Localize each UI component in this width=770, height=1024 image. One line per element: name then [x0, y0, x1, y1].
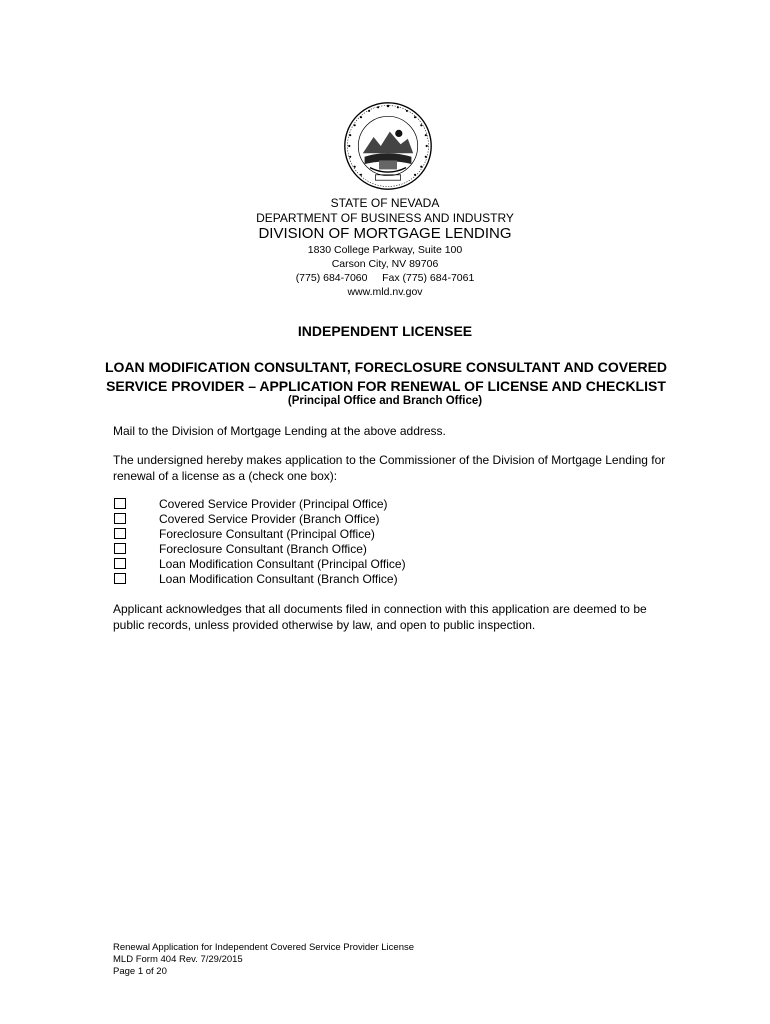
option-label: Loan Modification Consultant (Principal Office) — [159, 556, 406, 571]
checkbox[interactable] — [114, 558, 126, 569]
license-option — [113, 526, 513, 541]
form-subtitle: (Principal Office and Branch Office) — [287, 395, 483, 407]
option-label: Covered Service Provider (Principal Office) — [159, 496, 388, 511]
phone-fax-line: (775) 684-7060 Fax (775) 684-7061 — [295, 272, 475, 284]
public-records-acknowledgement: Applicant acknowledges that all documents filed in connection with this application are deemed to be public records, unless provided otherwise by law, and open to public inspection. — [113, 602, 647, 632]
nevada-state-seal — [343, 101, 433, 191]
mail-instruction: Mail to the Division of Mortgage Lending at the above address. — [113, 424, 446, 438]
license-option — [113, 541, 513, 556]
application-statement: The undersigned hereby makes application to the Commissioner of the Division of Mortgage Lending for renewal of a license as a (check one box): — [113, 453, 666, 483]
page-footer — [113, 942, 414, 978]
checkbox[interactable] — [114, 513, 126, 524]
checkbox[interactable] — [114, 498, 126, 509]
website-link[interactable]: www.mld.nv.gov — [347, 286, 423, 298]
page-number: Page 1 of 20 — [113, 966, 167, 977]
state-name: STATE OF NEVADA — [330, 196, 440, 210]
option-label: Foreclosure Consultant (Principal Office) — [159, 526, 375, 541]
department-name: DEPARTMENT OF BUSINESS AND INDUSTRY — [256, 211, 514, 225]
license-type-options — [113, 496, 513, 586]
license-option — [113, 496, 513, 511]
license-option — [113, 511, 513, 526]
licensee-type-heading: INDEPENDENT LICENSEE — [297, 323, 473, 339]
address-line: 1830 College Parkway, Suite 100 — [307, 244, 463, 256]
city-line: Carson City, NV 89706 — [331, 258, 439, 270]
division-name: DIVISION OF MORTGAGE LENDING — [258, 225, 512, 242]
checkbox[interactable] — [114, 573, 126, 584]
checkbox[interactable] — [114, 528, 126, 539]
footer-form-number: MLD Form 404 Rev. 7/29/2015 — [113, 954, 243, 965]
option-label: Covered Service Provider (Branch Office) — [159, 511, 380, 526]
footer-form-name: Renewal Application for Independent Covered Service Provider License — [113, 942, 415, 953]
checkbox[interactable] — [114, 543, 126, 554]
license-option — [113, 556, 513, 571]
license-option — [113, 571, 513, 586]
form-title: LOAN MODIFICATION CONSULTANT, FORECLOSURE CONSULTANT AND COVERED SERVICE PROVIDER – APPLICATION FOR RENEWAL OF LICENSE AND CHECKLIST — [104, 359, 668, 394]
option-label: Foreclosure Consultant (Branch Office) — [159, 541, 367, 556]
option-label: Loan Modification Consultant (Branch Office) — [159, 571, 398, 586]
